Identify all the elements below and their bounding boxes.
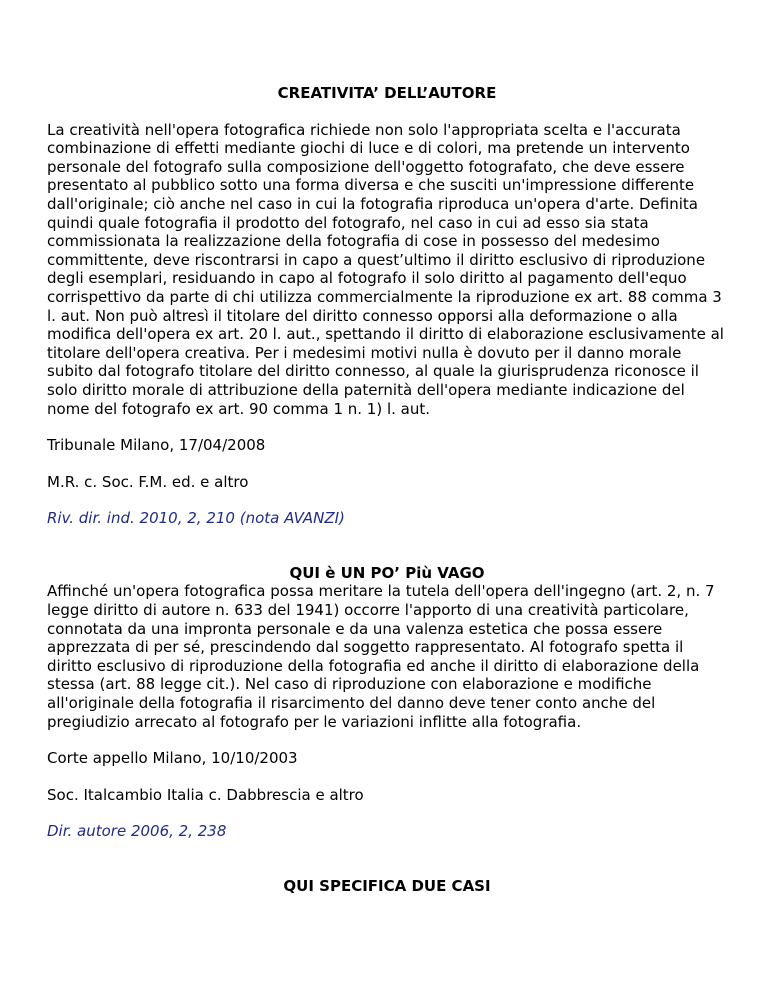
section-body-2: Affinché un'opera fotografica possa meritare la tutela dell'opera dell'ingegno (art. 2, n. 7 legge diritto di autore n. 633 del 1941) occorre l'apporto di una creatività particolare, connotata da una impronta personale e da una valenza estetica che possa essere apprezzata di per sé, prescindendo dal soggetto rappresentato. Al fotografo spetta il diritto esclusivo di riproduzione della fotografia ed anche il diritto di elaborazione della stessa (art. 88 legge cit.). Nel caso di riproduzione con elaborazione e modifiche all'originale della fotografia il risarcimento del danno deve tener conto anche del pregiudizio arrecato al fotografo per le variazioni inflitte alla fotografia. xyxy=(47,582,715,731)
section-heading-3: QUI SPECIFICA DUE CASI xyxy=(283,877,491,895)
parties-1: M.R. c. Soc. F.M. ed. e altro xyxy=(47,472,249,491)
court-citation-1: Tribunale Milano, 17/04/2008 xyxy=(47,436,266,455)
source-reference-1: Riv. dir. ind. 2010, 2, 210 (nota AVANZI) xyxy=(47,509,345,528)
source-reference-2: Dir. autore 2006, 2, 238 xyxy=(47,822,227,841)
section-heading-1: CREATIVITA’ DELL’AUTORE xyxy=(277,84,497,102)
court-citation-2: Corte appello Milano, 10/10/2003 xyxy=(47,749,298,768)
section-body-1: La creatività nell'opera fotografica richiede non solo l'appropriata scelta e l'accurata combinazione di effetti mediante giochi di luce e di colori, ma pretende un intervento personale del fotografo sulla composizione dell'oggetto fotografato, che deve essere presentato al pubblico sotto una forma diversa e che susciti un'impressione differente dall'originale; ciò anche nel caso in cui la fotografia riproduca un'opera d'arte. Definita quindi quale fotografia il prodotto del fotografo, nel caso in cui ad esso sia stata commissionata la realizzazione della fotografia di cose in possesso del medesimo committente, deve riscontrarsi in capo a quest’ultimo il diritto esclusivo di riproduzione degli esemplari, residuando in capo al fotografo il solo diritto al pagamento dell'equo corrispettivo da parte di chi utilizza commercialmente la riproduzione ex art. 88 comma 3 l. aut. Non può altresì il titolare del diritto connesso opporsi alla deformazione o alla modifica dell'opera ex art. 20 l. aut., spettando il diritto di elaborazione esclusivamente al titolare dell'opera creativa. Per i medesimi motivi nulla è dovuto per il danno morale subito dal fotografo titolare del diritto connesso, al quale la giurisprudenza riconosce il solo diritto morale di attribuzione della paternità dell'opera mediante indicazione del nome del fotografo ex art. 90 comma 1 n. 1) l. aut. xyxy=(47,120,724,418)
section-heading-2: QUI è UN PO’ Più VAGO xyxy=(289,563,485,582)
document-page xyxy=(47,76,727,896)
parties-2: Soc. Italcambio Italia c. Dabbrescia e altro xyxy=(47,785,364,804)
